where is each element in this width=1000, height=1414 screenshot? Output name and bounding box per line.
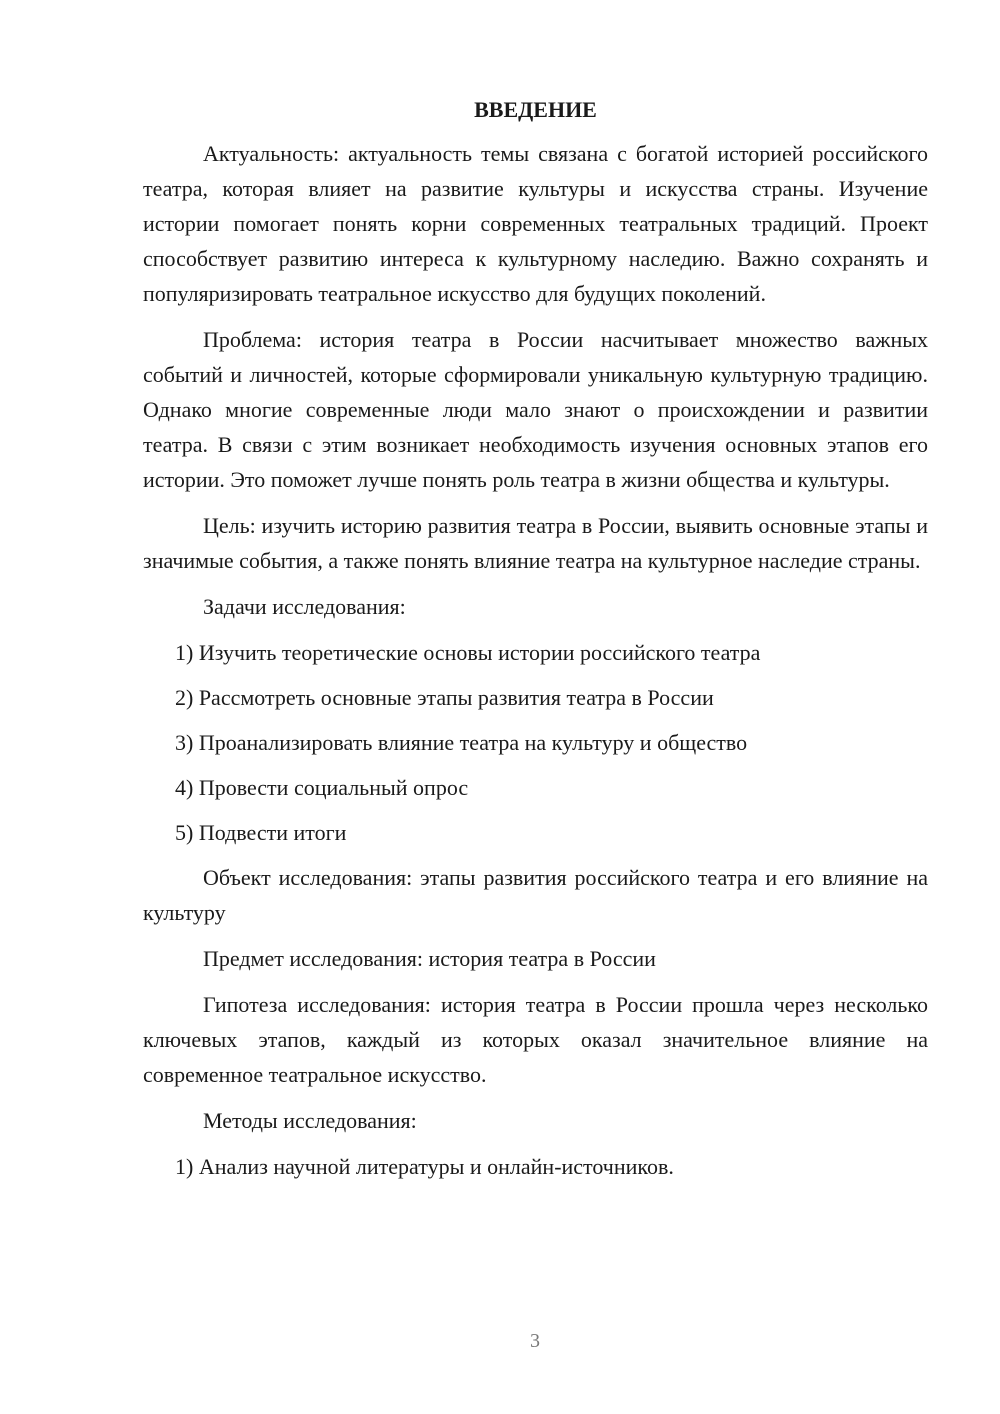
task-item: 1) Изучить теоретические основы истории российского театра: [175, 640, 761, 665]
object-paragraph: Объект исследования: этапы развития российского театра и его влияние на культуру: [143, 865, 928, 925]
method-item: 1) Анализ научной литературы и онлайн-источников.: [175, 1154, 674, 1179]
section-heading: ВВЕДЕНИЕ: [474, 97, 597, 122]
goal-paragraph: Цель: изучить историю развития театра в России, выявить основные этапы и значимые события, а также понять влияние театра на культурное наследие страны.: [143, 513, 928, 573]
methods-title: Методы исследования:: [203, 1108, 417, 1133]
task-item: 3) Проанализировать влияние театра на культуру и общество: [175, 730, 748, 755]
problem-paragraph: Проблема: история театра в России насчитывает множество важных событий и личностей, которые сформировали уникальную культурную традицию. Однако многие современные люди мало знают о происхождении и развитии театра. В связи с этим возникает необходимость изучения основных этапов его истории. Это поможет лучше понять роль театра в жизни общества и культуры.: [143, 327, 928, 492]
page-number: 3: [530, 1330, 540, 1352]
page-content: [143, 92, 928, 1194]
hypothesis-paragraph: Гипотеза исследования: история театра в России прошла через несколько ключевых этапов, каждый из которых оказал значительное влияние на современное театральное искусство.: [143, 992, 928, 1087]
task-item: 4) Провести социальный опрос: [175, 775, 469, 800]
subject-paragraph: Предмет исследования: история театра в России: [203, 946, 656, 971]
relevance-paragraph: Актуальность: актуальность темы связана с богатой историей российского театра, которая влияет на развитие культуры и искусства страны. Изучение истории помогает понять корни современных театральных традиций. Проект способствует развитию интереса к культурному наследию. Важно сохранять и популяризировать театральное искусство для будущих поколений.: [143, 141, 928, 306]
task-item: 2) Рассмотреть основные этапы развития театра в России: [175, 685, 714, 710]
task-item: 5) Подвести итоги: [175, 820, 347, 845]
tasks-title: Задачи исследования:: [203, 594, 406, 619]
